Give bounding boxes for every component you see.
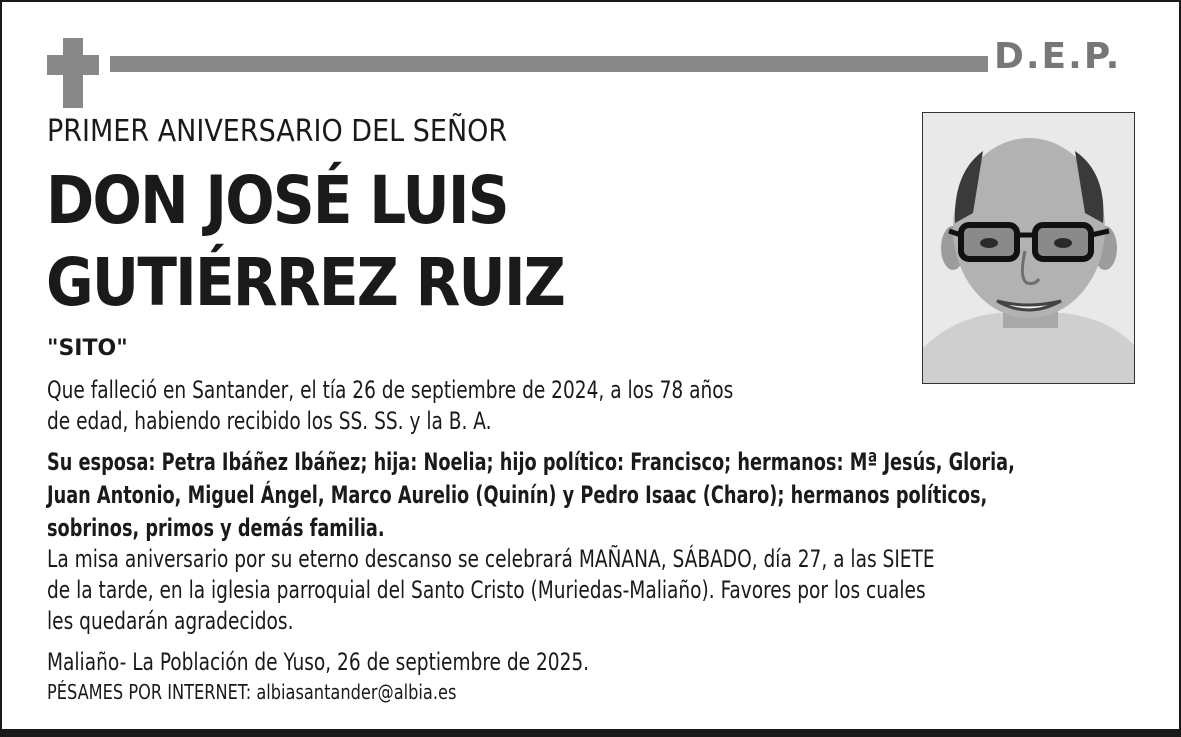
death-notice-line: Que falleció en Santander, el tía 26 de septiembre de 2024, a los 78 años — [47, 376, 734, 404]
family-line: Juan Antonio, Miguel Ángel, Marco Aurelio (Quinín) y Pedro Isaac (Charo); hermanos políticos, — [47, 481, 988, 509]
family-line: sobrinos, primos y demás familia. — [47, 514, 385, 542]
mass-line: La misa aniversario por su eterno descanso se celebrará MAÑANA, SÁBADO, día 27, a las SIETE — [47, 545, 935, 573]
dep-label: D.E.P. — [994, 36, 1122, 77]
portrait-photo — [922, 112, 1135, 384]
mass-notice — [47, 544, 935, 637]
anniversary-title: PRIMER ANIVERSARIO DEL SEÑOR — [47, 114, 508, 149]
cross-icon-bar — [47, 55, 99, 75]
family-list — [47, 446, 1015, 545]
family-line: Su esposa: Petra Ibáñez Ibáñez; hija: Noelia; hijo político: Francisco; hermanos: Mª Jesús, Gloria, — [47, 448, 1015, 476]
death-notice — [47, 375, 733, 437]
place-date: Maliaño- La Población de Yuso, 26 de septiembre de 2025. — [47, 648, 590, 676]
mass-line: de la tarde, en la iglesia parroquial del Santo Cristo (Muriedas-Maliaño). Favores por los cuales — [47, 576, 926, 604]
mass-line: les quedarán agradecidos. — [47, 607, 294, 635]
header-rule — [110, 56, 988, 72]
nickname: "SITO" — [47, 336, 128, 361]
deceased-name-line1: DON JOSÉ LUIS — [46, 162, 508, 239]
condolences-contact: PÉSAMES POR INTERNET: albiasantander@albia.es — [47, 680, 457, 704]
deceased-name-line2: GUTIÉRREZ RUIZ — [46, 244, 565, 321]
death-notice-line: de edad, habiendo recibido los SS. SS. y la B. A. — [47, 407, 492, 435]
